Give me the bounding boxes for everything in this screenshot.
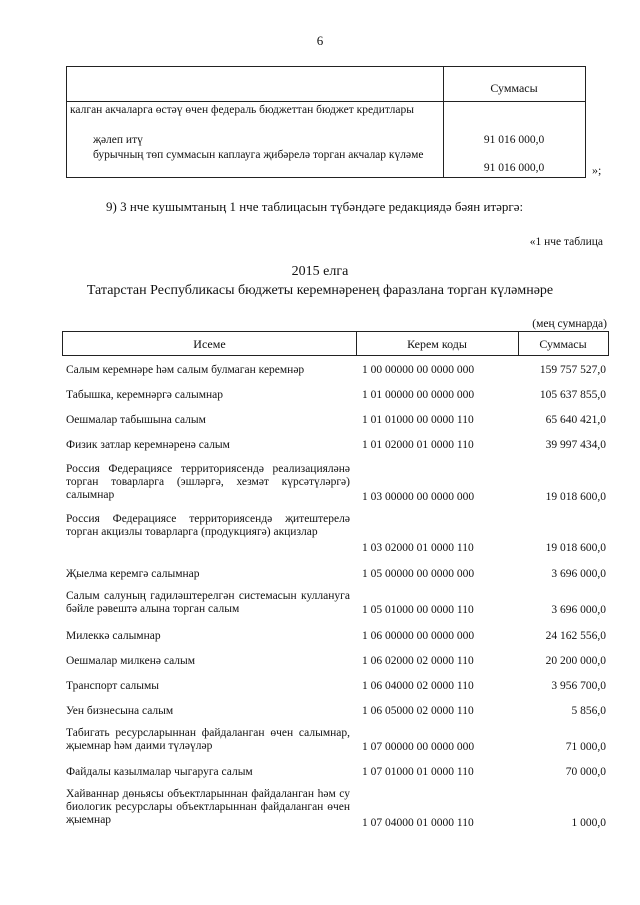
- row-name: Салым керемнәре һәм салым булмаган керемнәр: [66, 364, 305, 376]
- row-code: 1 03 02000 01 0000 110: [362, 542, 474, 554]
- top-table-row-value: 91 016 000,0: [483, 162, 545, 174]
- row-code: 1 01 01000 00 0000 110: [362, 414, 474, 426]
- units-label: (мең сумнарда): [532, 318, 607, 330]
- row-sum: 3 696 000,0: [551, 604, 606, 616]
- row-sum: 1 000,0: [571, 817, 606, 829]
- row-sum: 20 200 000,0: [545, 655, 606, 667]
- row-sum: 71 000,0: [565, 741, 606, 753]
- table-header: [62, 331, 609, 356]
- top-table-header: Суммасы: [490, 81, 538, 95]
- table-note: «1 нче таблица: [529, 236, 603, 248]
- row-sum: 19 018 600,0: [545, 491, 606, 503]
- instruction-paragraph: 9) 3 нче кушымтаның 1 нче таблицасын түбәндәге редакциядә бәян итәргә:: [106, 199, 524, 214]
- closing-quote: »;: [592, 163, 602, 177]
- header-sum: Суммасы: [539, 337, 587, 351]
- main-title: Татарстан Республикасы бюджеты керемнәренең фаразлана торган күләмнәре: [86, 283, 554, 298]
- row-code: 1 00 00000 00 0000 000: [362, 364, 475, 376]
- row-sum: 19 018 600,0: [545, 542, 606, 554]
- row-name: Оешмалар милкенә салым: [66, 655, 196, 667]
- row-name: Уен бизнесына салым: [66, 705, 174, 717]
- row-name: Физик затлар керемнәренә салым: [66, 439, 230, 451]
- row-name: Файдалы казылмалар чыгаруга салым: [66, 766, 253, 778]
- row-sum: 3 956 700,0: [551, 680, 606, 692]
- top-table-row-text: бурычның төп суммасын каплауга җибәрелә торган акчалар күләме: [93, 149, 424, 161]
- year-title: 2015 елга: [291, 264, 349, 279]
- row-code: 1 06 04000 02 0000 110: [362, 680, 474, 692]
- row-name: Табигать ресурсларыннан файдаланган өчен салымнар, җыемнар һәм даими түләүләр: [66, 727, 350, 752]
- row-name: Россия Федерациясе территориясендә җитештерелә торган акцизлы товарларга (продукциягә) акцизлар: [66, 513, 350, 538]
- row-code: 1 07 01000 01 0000 110: [362, 766, 474, 778]
- page-number: 6: [316, 33, 324, 48]
- row-code: 1 06 00000 00 0000 000: [362, 630, 475, 642]
- row-sum: 105 637 855,0: [539, 389, 606, 401]
- row-code: 1 05 00000 00 0000 000: [362, 568, 475, 580]
- top-table-row-text: җәлеп итү: [93, 134, 143, 146]
- row-sum: 70 000,0: [565, 766, 606, 778]
- row-code: 1 03 00000 00 0000 000: [362, 491, 475, 503]
- row-sum: 159 757 527,0: [539, 364, 606, 376]
- header-code: Керем коды: [407, 337, 467, 351]
- row-name: Табышка, керемнәргә салымнар: [66, 389, 223, 401]
- row-code: 1 06 05000 02 0000 110: [362, 705, 474, 717]
- row-sum: 3 696 000,0: [551, 568, 606, 580]
- top-table: [66, 66, 586, 178]
- header-name: Исеме: [193, 337, 226, 351]
- row-name: Җыелма керемгә салымнар: [66, 568, 200, 580]
- row-name: Оешмалар табышына салым: [66, 414, 206, 426]
- row-sum: 24 162 556,0: [545, 630, 606, 642]
- top-table-row-text: калган акчаларга өстәү өчен федераль бюджеттан бюджет кредитлары: [70, 104, 414, 116]
- row-sum: 5 856,0: [571, 705, 606, 717]
- row-name: Милеккә салымнар: [66, 630, 161, 642]
- row-code: 1 01 02000 01 0000 110: [362, 439, 474, 451]
- row-code: 1 06 02000 02 0000 110: [362, 655, 474, 667]
- row-code: 1 07 00000 00 0000 000: [362, 741, 475, 753]
- row-name: Хайваннар дөньясы объектларыннан файдаланган һәм су биологик ресурслары объектларыннан файдаланган өчен җыемнар: [66, 788, 350, 826]
- row-code: 1 01 00000 00 0000 000: [362, 389, 475, 401]
- row-name: Салым салуның гадиләштерелгән системасын куллануга бәйле рәвештә алына торган салым: [66, 590, 350, 615]
- row-code: 1 07 04000 01 0000 110: [362, 817, 474, 829]
- row-name: Россия Федерациясе территориясендә реализацияләнә торган товарларга (эшләргә, хезмәт күрсәтүләргә) салымнар: [66, 463, 350, 501]
- row-sum: 39 997 434,0: [545, 439, 606, 451]
- row-sum: 65 640 421,0: [545, 414, 606, 426]
- top-table-row-value: 91 016 000,0: [483, 134, 545, 146]
- row-code: 1 05 01000 00 0000 110: [362, 604, 474, 616]
- row-name: Транспорт салымы: [66, 680, 160, 692]
